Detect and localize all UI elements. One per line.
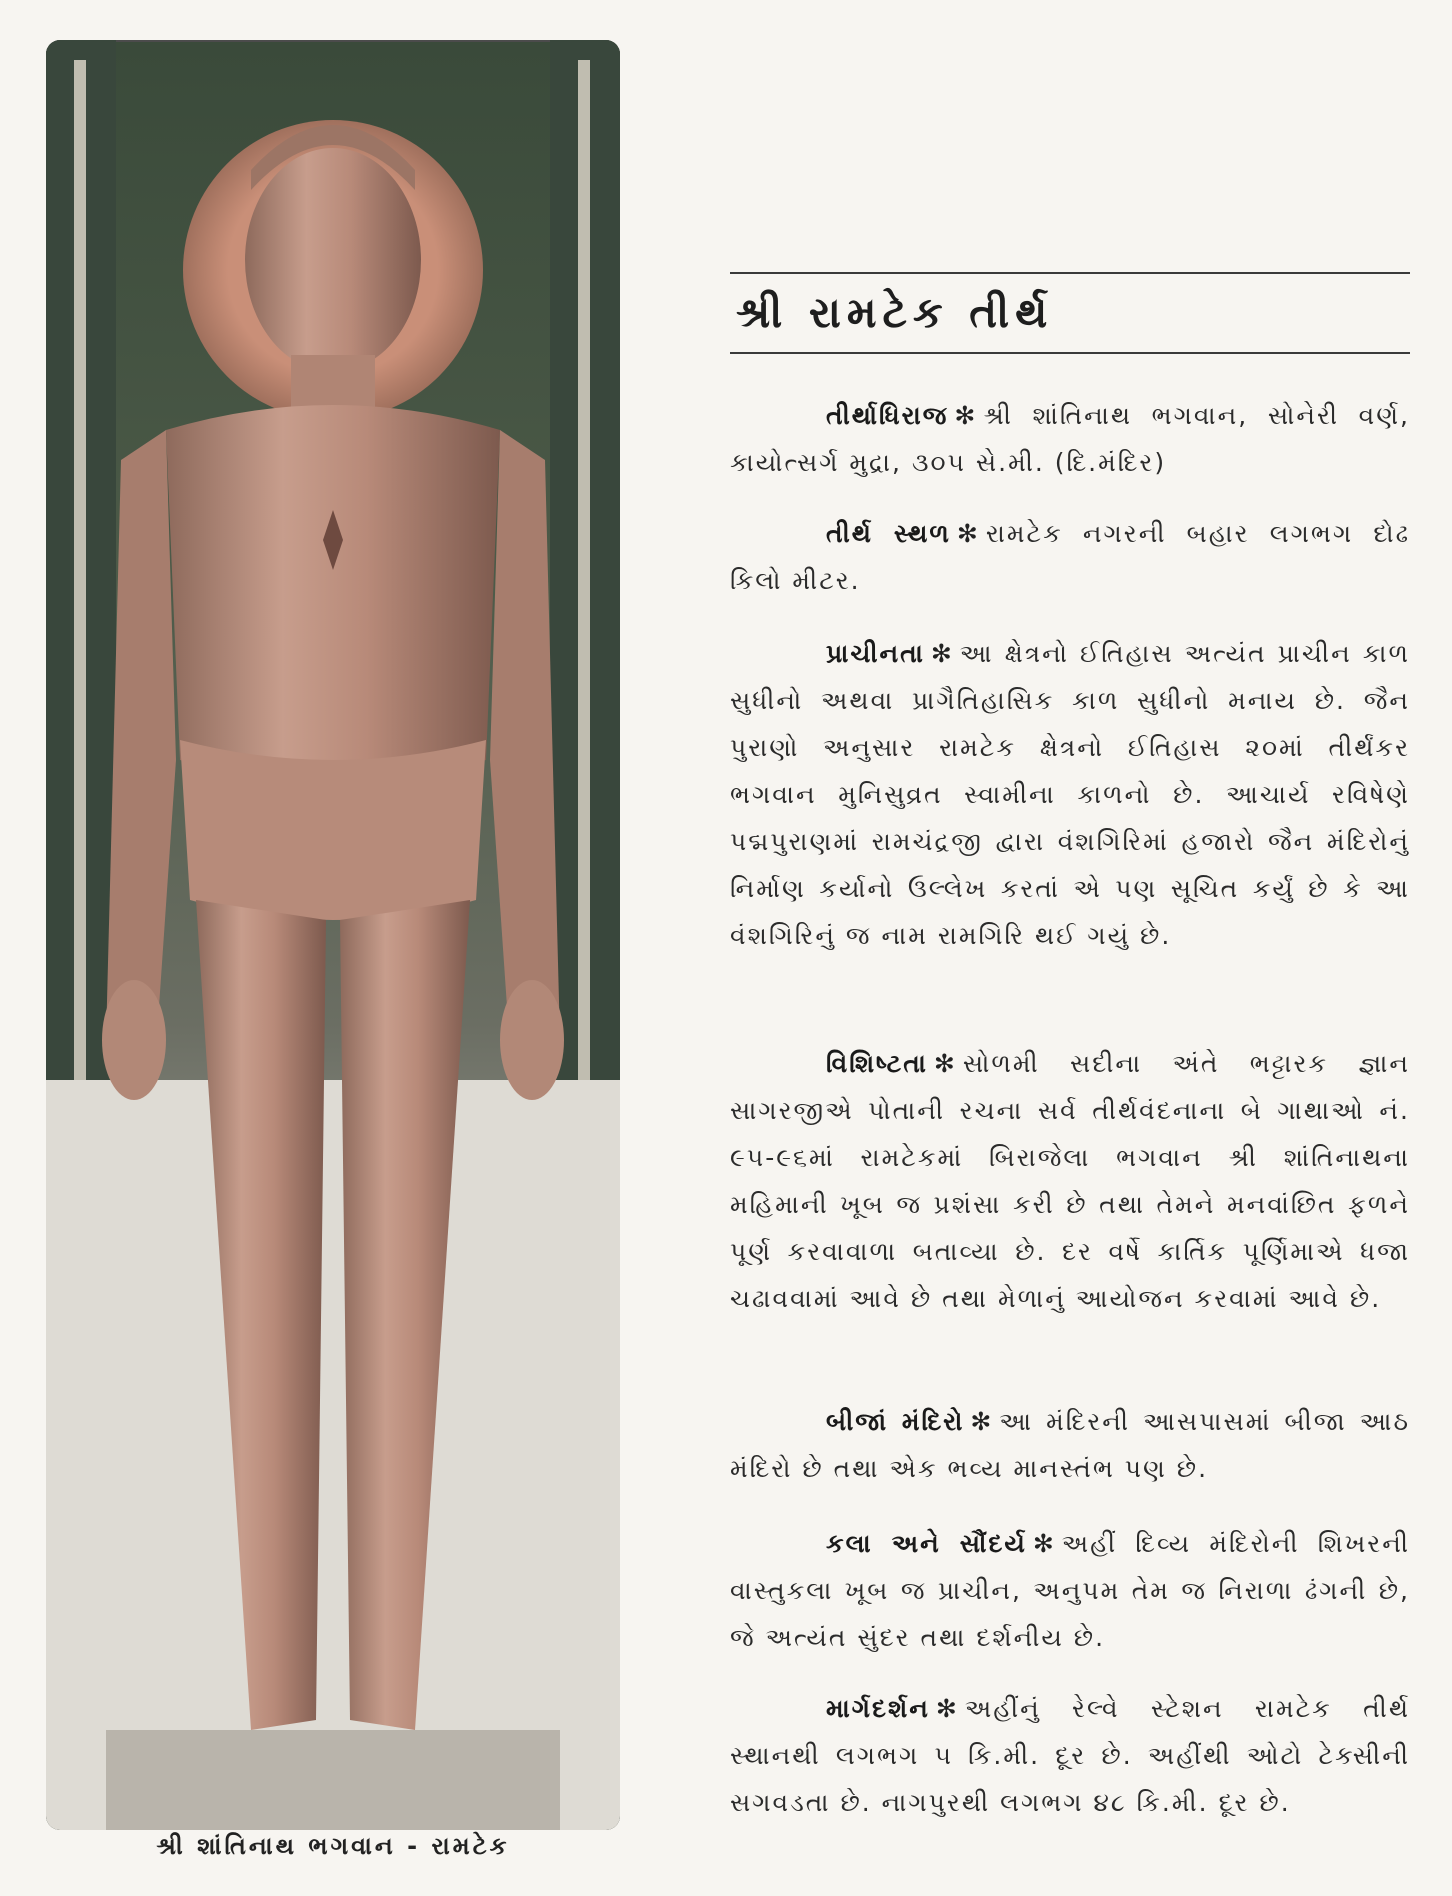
section-text: શ્રી શાંતિનાથ ભગવાન, સોનેરી વર્ણ, કાયોત્સર્ગ મુદ્રા, ૩૦૫ સે.મી. (દિ.મંદિર): [730, 401, 1410, 477]
section-text: આ મંદિરની આસપાસમાં બીજા આઠ મંદિરો છે તથા એક ભવ્ય માનસ્તંભ પણ છે.: [730, 1407, 1410, 1483]
page-title: શ્રી રામટેક તીર્થ: [736, 288, 1054, 337]
section-text: સોળમી સદીના અંતે ભટ્ટારક જ્ઞાન સાગરજીએ પોતાની રચના સર્વ તીર્થવંદનાના બે ગાથાઓ નં. ૯૫-૯૬માં રામટેકમાં બિરાજેલા ભગવાન શ્રી શાંતિનાથના મહિમાની ખૂબ જ પ્રશંસા કરી છે તથા તેમને મનવાંછિત ફળને પૂર્ણ કરવાવાળા બતાવ્યા છે. દર વર્ષે કાર્તિક પૂર્ણિમાએ ધજા ચઢાવવામાં આવે છે તથા મેળાનું આયોજન કરવામાં આવે છે.: [730, 1049, 1410, 1313]
asterisk-icon: ✻: [935, 1694, 959, 1723]
section-bija-mandiro: [730, 1398, 1410, 1492]
section-text: અહીં દિવ્ય મંદિરોની શિખરની વાસ્તુકલા ખૂબ જ પ્રાચીન, અનુપમ તેમ જ નિરાળા ઢંગની છે, જે અત્યંત સુંદર તથા દર્શનીય છે.: [730, 1529, 1410, 1652]
title-rule-top: [730, 272, 1410, 274]
section-heading: તીર્થ સ્થળ: [826, 519, 951, 548]
section-heading: બીજાં મંદિરો: [826, 1407, 965, 1436]
section-heading: તીર્થાધિરાજ: [826, 401, 949, 430]
title-rule-bottom: [730, 352, 1410, 354]
section-heading: વિશિષ્ટતા: [826, 1049, 928, 1078]
section-vishishtata: [730, 1040, 1410, 1322]
statue-photo: [46, 40, 620, 1830]
section-tirth-sthal: [730, 510, 1410, 604]
section-text: રામટેક નગરની બહાર લગભગ દોઢ કિલો મીટર.: [730, 519, 1410, 595]
section-prachinta: [730, 630, 1410, 959]
section-heading: કલા અને સૌંદર્ય: [826, 1529, 1027, 1558]
statue-illustration: [46, 40, 620, 1830]
asterisk-icon: ✻: [970, 1407, 994, 1436]
section-text: આ ક્ષેત્રનો ઈતિહાસ અત્યંત પ્રાચીન કાળ સુધીનો અથવા પ્રાગૈતિહાસિક કાળ સુધીનો મનાય છે. જૈન પુરાણો અનુસાર રામટેક ક્ષેત્રનો ઈતિહાસ ૨૦માં તીર્થંકર ભગવાન મુનિસુવ્રત સ્વામીના કાળનો છે. આચાર્ય રવિષેણે પદ્મપુરાણમાં રામચંદ્રજી દ્વારા વંશગિરિમાં હજારો જૈન મંદિરોનું નિર્માણ કર્યાનો ઉલ્લેખ કરતાં એ પણ સૂચિત કર્યું છે કે આ વંશગિરિનું જ નામ રામગિરિ થઈ ગયું છે.: [730, 639, 1410, 950]
asterisk-icon: ✻: [1032, 1529, 1056, 1558]
photo-caption: શ્રી શાંતિનાથ ભગવાન - રામટેક: [156, 1832, 510, 1860]
asterisk-icon: ✻: [954, 401, 978, 430]
section-margdarshan: [730, 1685, 1410, 1826]
section-heading: પ્રાચીનતા: [826, 639, 925, 668]
asterisk-icon: ✻: [956, 519, 980, 548]
section-text: અહીંનું રેલ્વે સ્ટેશન રામટેક તીર્થ સ્થાનથી લગભગ ૫ કિ.મી. દૂર છે. અહીંથી ઓટો ટેક્સીની સગવડતા છે. નાગપુરથી લગભગ ૪૮ કિ.મી. દૂર છે.: [730, 1694, 1410, 1817]
section-heading: માર્ગદર્શન: [826, 1694, 930, 1723]
section-kala-saundarya: [730, 1520, 1410, 1661]
asterisk-icon: ✻: [933, 1049, 957, 1078]
asterisk-icon: ✻: [930, 639, 954, 668]
section-tirthadhiraj: [730, 392, 1410, 486]
